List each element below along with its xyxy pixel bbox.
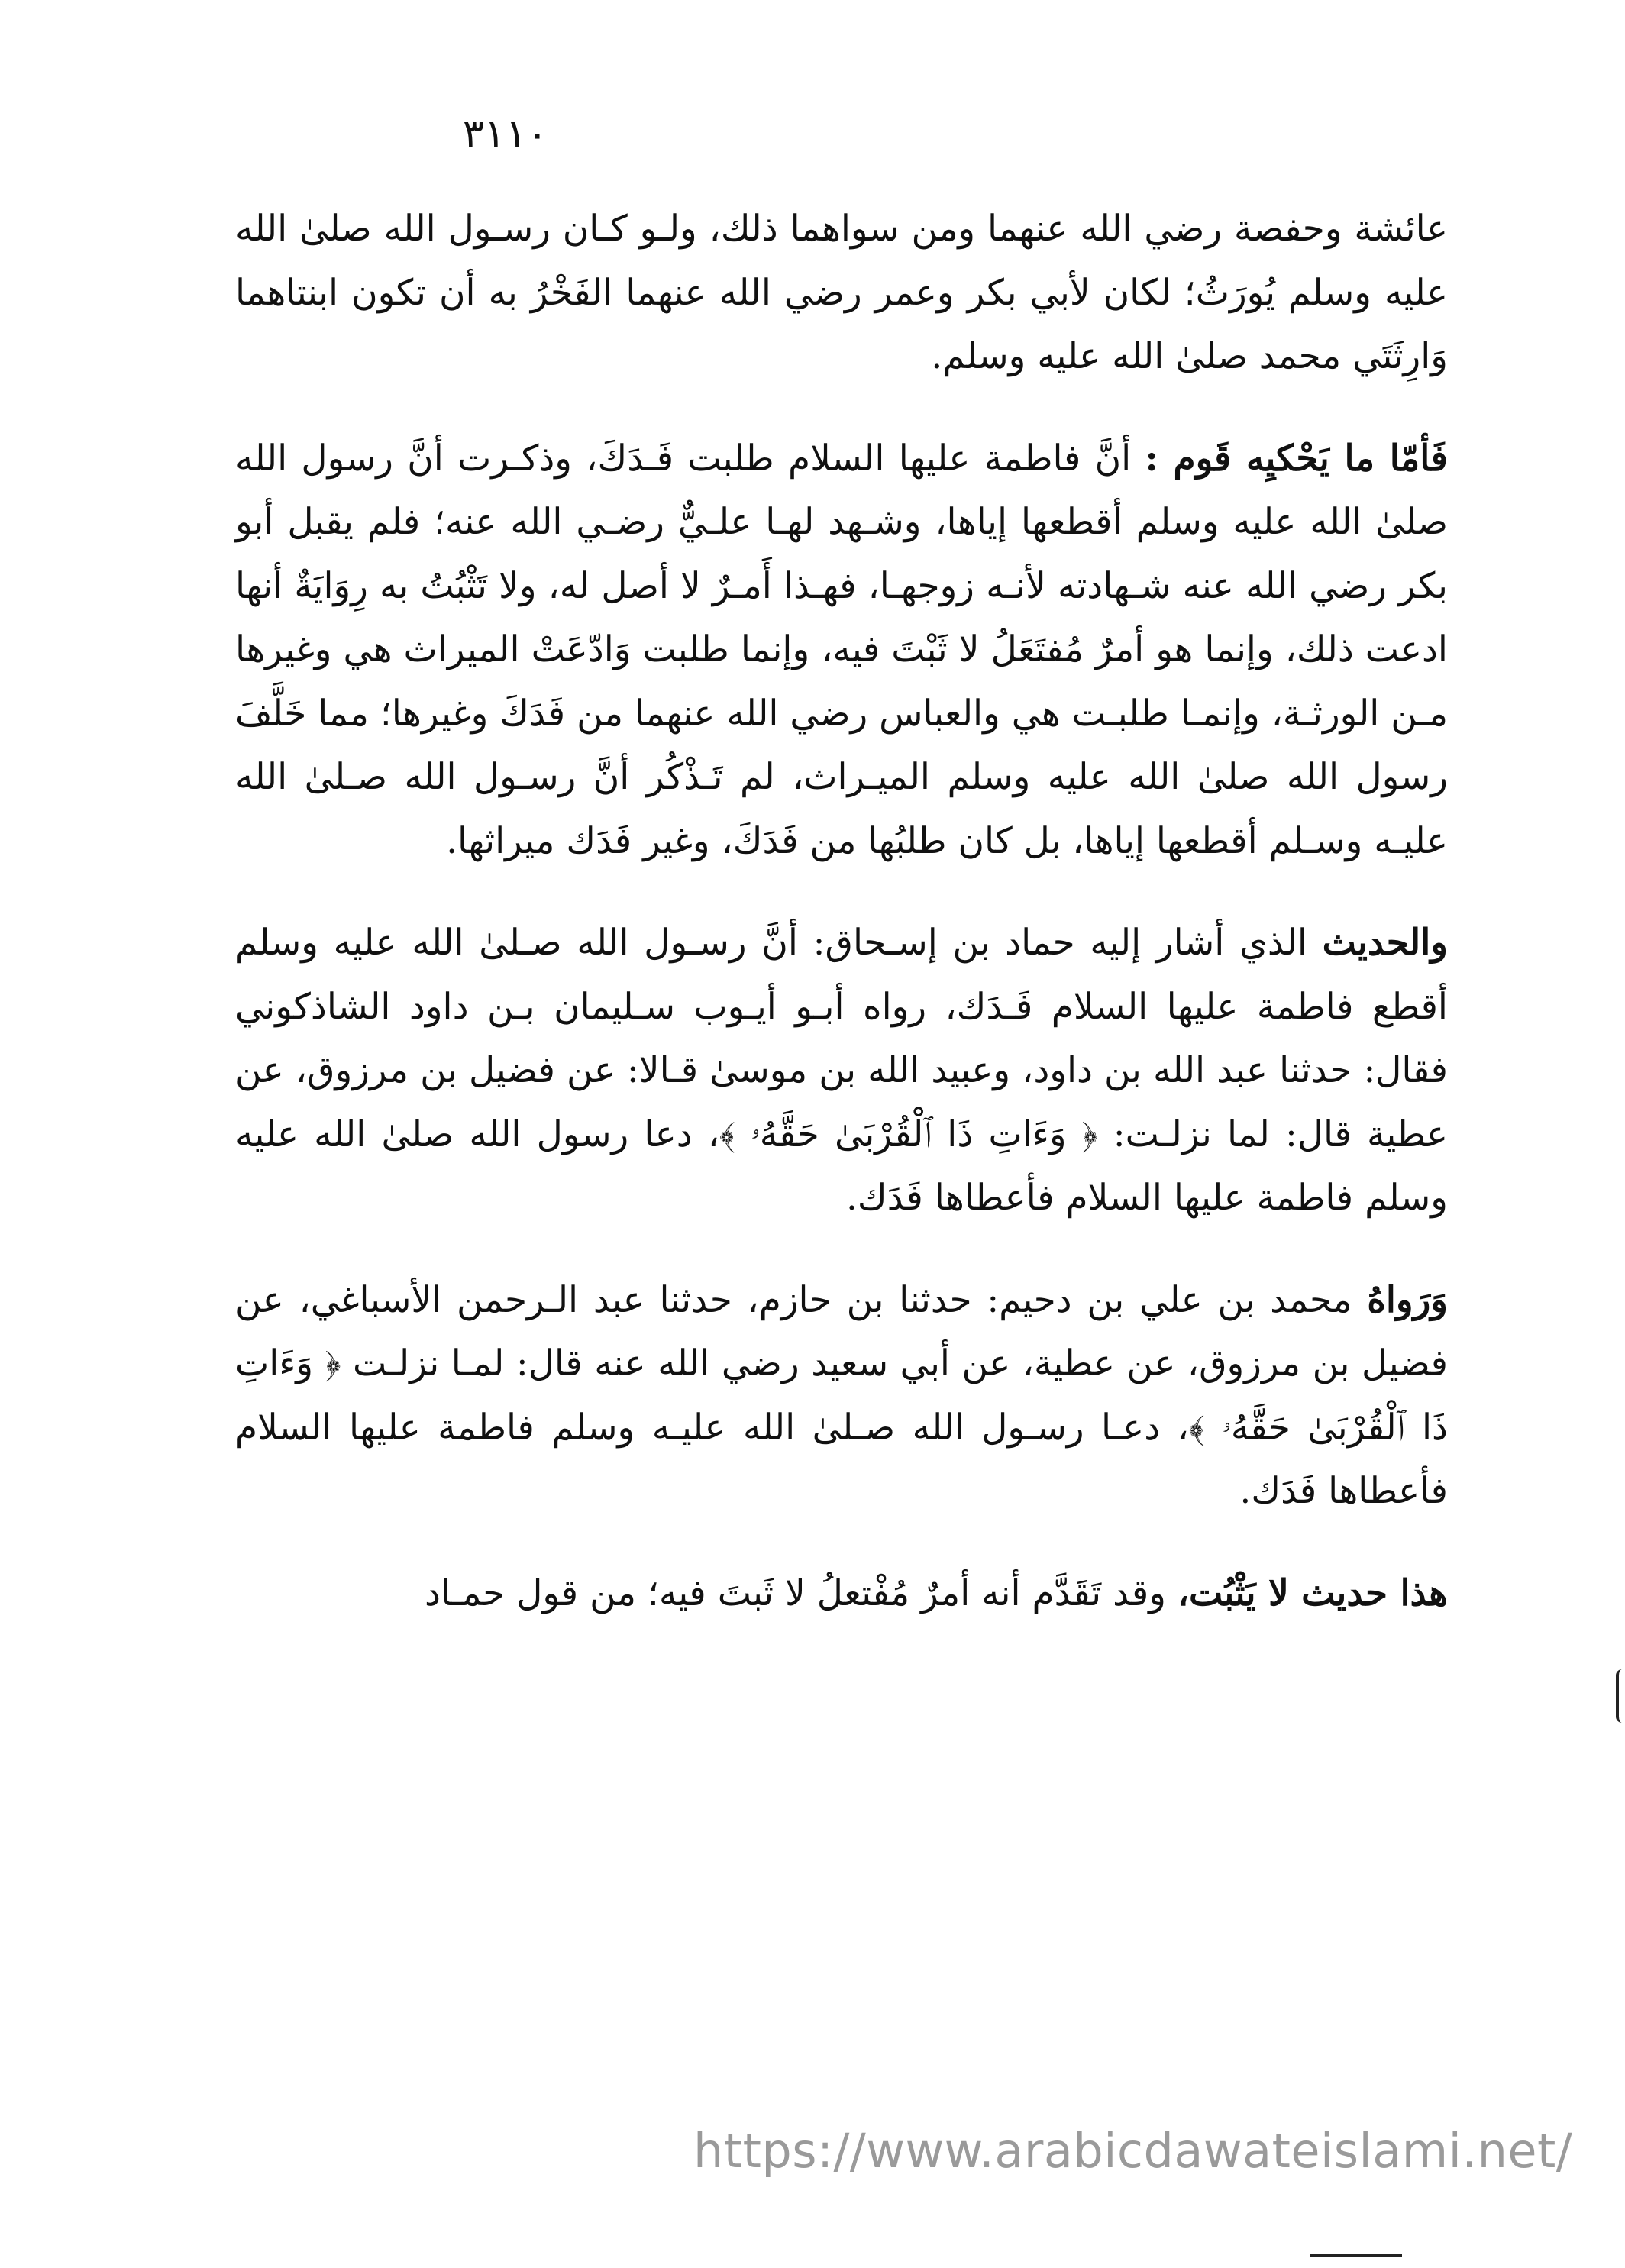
paragraph-5: [235, 1562, 1448, 1626]
paragraph-1: [235, 197, 1448, 389]
paragraph-lead: وَرَواهُ: [1367, 1278, 1448, 1321]
paragraph-text: عائشة وحفصة رضي الله عنهما ومن سواهما ذلك، ولـو كـان رسـول الله صلىٰ الله عليه وسلم يُورَثُ؛ لكان لأبي بكر وعمر رضي الله عنهما الفَخْرُ به أن تكون ابنتاهما وَارِثَتَي محمد صلىٰ الله عليه وسلم.: [235, 208, 1448, 377]
footer-url[interactable]: https://www.arabicdawateislami.net/: [693, 2123, 1573, 2179]
paragraph-lead: فَأمّا ما يَحْكيِه قَوم :: [1145, 437, 1448, 480]
paragraph-3: [235, 911, 1448, 1230]
paragraph-lead: والحديث: [1322, 922, 1448, 964]
paragraph-text: محمد بن علي بن دحيم: حدثنا بن حازم، حدثنا عبد الـرحمن الأسباغي، عن فضيل بن مرزوق، عن عطية، عن أبي سعيد رضي الله عنه قال: لمـا نزلـت ﴿ وَءَاتِ ذَا ٱلْقُرْبَىٰ حَقَّهُۥ ﴾، دعـا رسـول الله صـلىٰ الله عليـه وسلم فاطمة عليها السلام فأعطاها فَدَك.: [235, 1278, 1448, 1512]
paragraph-4: [235, 1268, 1448, 1523]
margin-bracket-mark: [1616, 1669, 1625, 1723]
paragraph-2: [235, 427, 1448, 874]
paragraph-lead: هذا حديث لا يَثْبُت،: [1177, 1572, 1448, 1614]
paragraph-text: أنَّ فاطمة عليها السلام طلبت فَـدَكَ، وذكـرت أنَّ رسول الله صلىٰ الله عليه وسلم أقطعها إياها، وشـهد لهـا علـيٌّ رضـي الله عنه؛ فلم يقبل أبو بكر رضي الله عنه شـهادته لأنـه زوجهـا، فهـذا أَمـرٌ لا أصل له، ولا تَثْبُتُ به رِوَايَةٌ أنها ادعت ذلك، وإنما هو أمرٌ مُفتَعَلُ لا ثَبْتَ فيه، وإنما طلبت وَادّعَتْ الميراث هي وغيرها مـن الورثـة، وإنمـا طلبـت هي والعباس رضي الله عنهما من فَدَكَ وغيرها؛ مما خَلَّفَ رسول الله صلىٰ الله عليه وسلم الميـراث، لم تَـذْكُر أنَّ رسـول الله صـلىٰ الله عليـه وسـلم أقطعها إياها، بل كان طلبُها من فَدَكَ، وغير فَدَك ميراثها.: [235, 437, 1448, 862]
paragraph-text: الذي أشار إليه حماد بن إسـحاق: أنَّ رسـول الله صـلىٰ الله عليه وسلم أقطع فاطمة عليها السلام فَـدَك، رواه أبـو أيـوب سـليمان بـن داود الشاذكوني فقال: حدثنا عبد الله بن داود، وعبيد الله بن موسىٰ قـالا: عن فضيل بن مرزوق، عن عطية قال: لما نزلـت: ﴿ وَءَاتِ ذَا ٱلْقُرْبَىٰ حَقَّهُۥ ﴾، دعا رسول الله صلىٰ الله عليه وسلم فاطمة عليها السلام فأعطاها فَدَك.: [235, 922, 1449, 1219]
footer-rule: [1310, 2254, 1402, 2257]
paragraph-text: وقد تَقَدَّم أنه أمرٌ مُفْتعلُ لا ثَبتَ فيه؛ من قول حمـاد: [425, 1572, 1178, 1614]
page-body: [235, 197, 1448, 1625]
page-number: ٣١١٠: [463, 111, 548, 157]
